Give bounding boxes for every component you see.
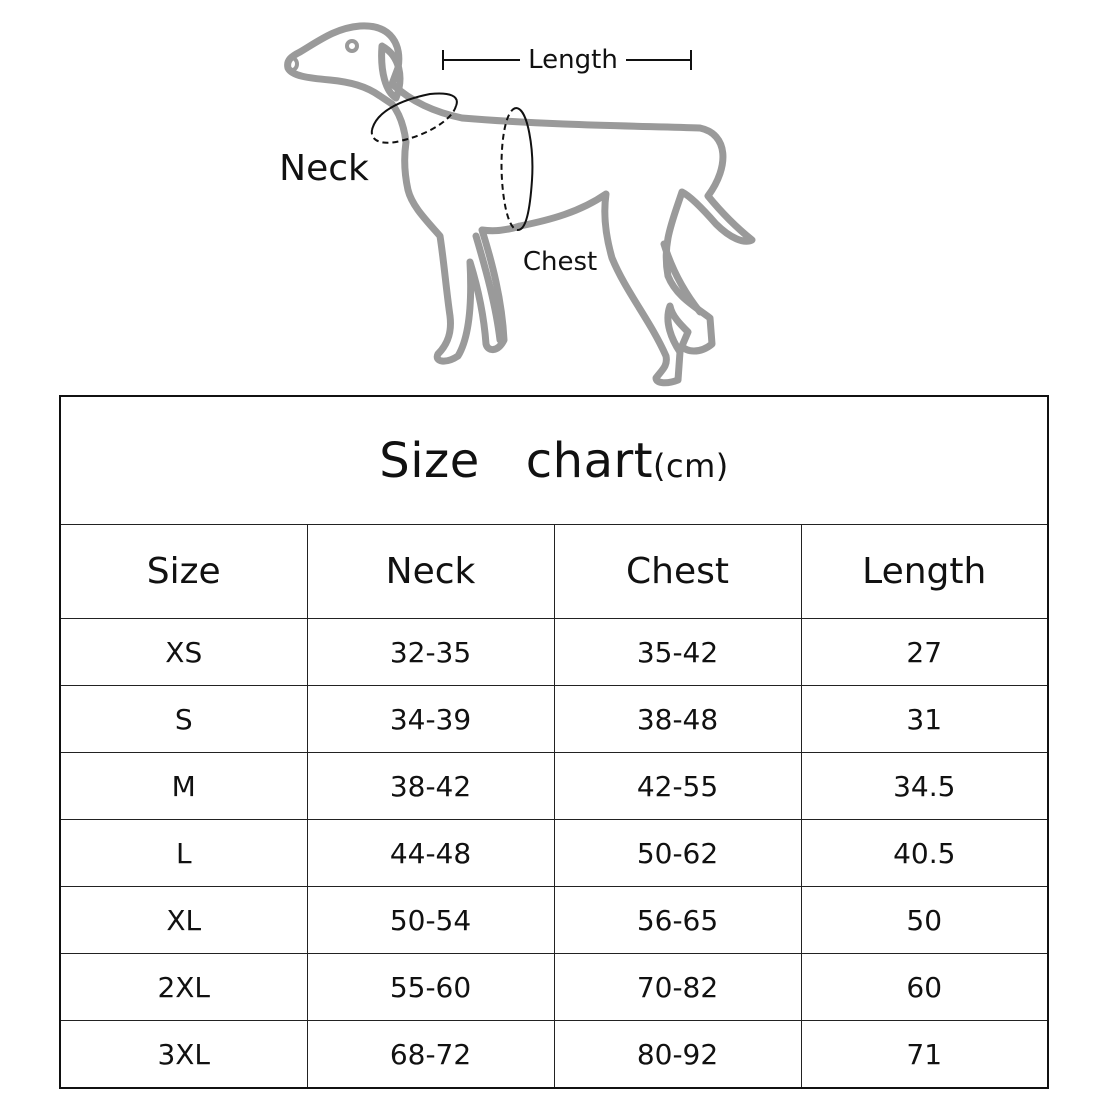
cell-chest: 80-92 — [554, 1021, 801, 1089]
cell-neck: 32-35 — [307, 619, 554, 686]
cell-size: M — [60, 753, 307, 820]
chest-label: Chest — [522, 247, 598, 277]
table-row — [60, 686, 1048, 753]
table-row — [60, 954, 1048, 1021]
title-word-chart: chart — [525, 432, 654, 489]
cell-neck: 50-54 — [307, 887, 554, 954]
cell-neck: 34-39 — [307, 686, 554, 753]
size-chart-table — [59, 395, 1049, 1089]
title-word-size: Size — [379, 432, 480, 489]
cell-size: S — [60, 686, 307, 753]
table-row — [60, 820, 1048, 887]
table-row — [60, 619, 1048, 686]
title-unit: (cm) — [653, 446, 729, 485]
header-size: Size — [60, 525, 307, 619]
header-length: Length — [801, 525, 1048, 619]
cell-chest: 35-42 — [554, 619, 801, 686]
cell-chest: 70-82 — [554, 954, 801, 1021]
length-label: Length — [528, 45, 618, 75]
dog-measurement-diagram — [0, 0, 1100, 395]
cell-length: 34.5 — [801, 753, 1048, 820]
cell-size: 2XL — [60, 954, 307, 1021]
table-title-row — [60, 396, 1048, 525]
cell-neck: 55-60 — [307, 954, 554, 1021]
table-header-row — [60, 525, 1048, 619]
cell-length: 27 — [801, 619, 1048, 686]
header-neck: Neck — [307, 525, 554, 619]
nose-icon — [287, 58, 297, 70]
cell-size: XS — [60, 619, 307, 686]
cell-size: 3XL — [60, 1021, 307, 1089]
table-row — [60, 887, 1048, 954]
cell-chest: 42-55 — [554, 753, 801, 820]
table-row — [60, 1021, 1048, 1089]
cell-length: 50 — [801, 887, 1048, 954]
header-chest: Chest — [554, 525, 801, 619]
cell-size: XL — [60, 887, 307, 954]
cell-size: L — [60, 820, 307, 887]
cell-chest: 38-48 — [554, 686, 801, 753]
cell-length: 40.5 — [801, 820, 1048, 887]
cell-length: 71 — [801, 1021, 1048, 1089]
chest-measurement-ellipse — [502, 108, 533, 230]
cell-neck: 44-48 — [307, 820, 554, 887]
eye-icon — [347, 41, 357, 51]
table-row — [60, 753, 1048, 820]
neck-label: Neck — [279, 148, 369, 189]
cell-chest: 56-65 — [554, 887, 801, 954]
cell-neck: 38-42 — [307, 753, 554, 820]
dog-outline-icon — [288, 26, 752, 383]
cell-length: 60 — [801, 954, 1048, 1021]
table-title — [60, 396, 1048, 525]
cell-length: 31 — [801, 686, 1048, 753]
cell-chest: 50-62 — [554, 820, 801, 887]
cell-neck: 68-72 — [307, 1021, 554, 1089]
